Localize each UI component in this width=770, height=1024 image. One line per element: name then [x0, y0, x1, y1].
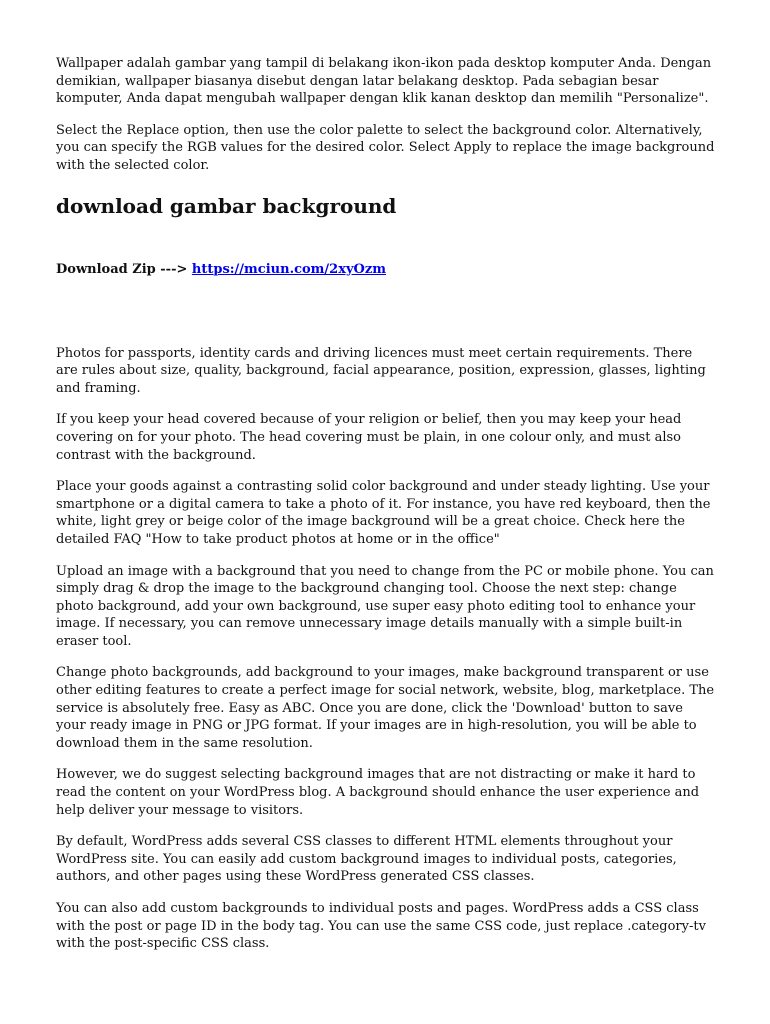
paragraph-replace-option: Select the Replace option, then use the color palette to select the background color. Alternatively, you can specify the RGB values for the desired color. Select Apply to replace the image background with the selected color. [56, 122, 715, 173]
download-line [56, 261, 716, 278]
paragraph-upload-image: Upload an image with a background that you need to change from the PC or mobile phone. You can simply drag & drop the image to the background changing tool. Choose the next step: change photo background, add your own background, use super easy photo editing tool to enhance your image. If necessary, you can remove unnecessary image details manually with a simple built-in eraser tool. [56, 563, 714, 649]
paragraph-head-covering: If you keep your head covered because of your religion or belief, then you may keep your head covering on for your photo. The head covering must be plain, in one colour only, and must also contrast with the background. [56, 412, 682, 463]
download-label: Download Zip ---> [56, 261, 188, 277]
paragraph-change-backgrounds: Change photo backgrounds, add background to your images, make background transparent or use other editing features to create a perfect image for social network, website, blog, marketplace. The service is absolutely free. Easy as ABC. Once you are done, click the 'Download' button to save your ready image in PNG or JPG format. If your images are in high-resolution, you will be able to download them in the same resolution. [56, 665, 715, 751]
paragraph-wordpress-css-classes: By default, WordPress adds several CSS classes to different HTML elements throughout your WordPress site. You can easily add custom background images to individual posts, categories, authors, and other pages using these WordPress generated CSS classes. [56, 834, 677, 885]
paragraph-product-photos: Place your goods against a contrasting solid color background and under steady lighting. Use your smartphone or a digital camera to take a photo of it. For instance, you have red keyboard, then the white, light grey or beige color of the image background will be a great choice. Check here the detailed FAQ "How to take product photos at home or in the office" [56, 479, 711, 547]
paragraph-wallpaper-intro: Wallpaper adalah gambar yang tampil di belakang ikon-ikon pada desktop komputer Anda. Dengan demikian, wallpaper biasanya disebut dengan latar belakang desktop. Pada sebagian besar komputer, Anda dapat mengubah wallpaper dengan klik kanan desktop dan memilih "Personalize". [56, 56, 712, 107]
section-heading: download gambar background [56, 193, 397, 218]
paragraph-wordpress-suggestion: However, we do suggest selecting background images that are not distracting or make it hard to read the content on your WordPress blog. A background should enhance the user experience and help deliver your message to visitors. [56, 767, 700, 818]
document-page [56, 55, 716, 953]
download-link[interactable]: https://mciun.com/2xyOzm [191, 261, 386, 277]
paragraph-passport-photos: Photos for passports, identity cards and driving licences must meet certain requirements. There are rules about size, quality, background, facial appearance, position, expression, glasses, lighting and framing. [56, 345, 706, 396]
paragraph-custom-backgrounds: You can also add custom backgrounds to individual posts and pages. WordPress adds a CSS class with the post or page ID in the body tag. You can use the same CSS code, just replace .category-tv with the post-specific CSS class. [56, 901, 706, 952]
